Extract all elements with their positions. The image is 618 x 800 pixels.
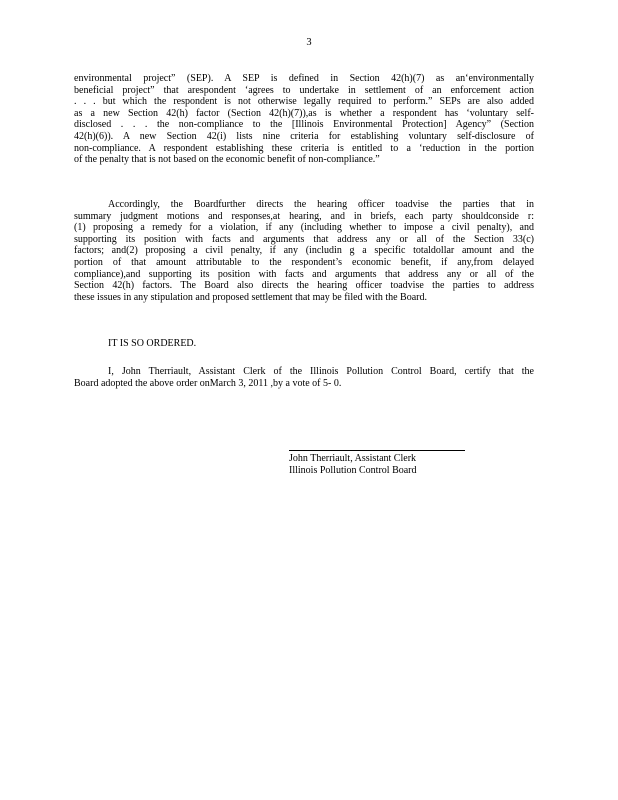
paragraph-line: disclosed . . . the non-compliance to the [Illinois Environmental Protection] Agency” (Section (74, 119, 534, 131)
paragraph-line: Board adopted the above order onMarch 3, 2011 ,by a vote of 5- 0. (74, 377, 342, 389)
signer-name-title: John Therriault, Assistant Clerk (289, 453, 417, 464)
signer-organization: Illinois Pollution Control Board (289, 465, 417, 476)
so-ordered-statement: IT IS SO ORDERED. (108, 338, 197, 349)
paragraph-line: of the penalty that is not based on the economic benefit of non-compliance.” (74, 154, 380, 166)
paragraph-line: as a new Section 42(h) factor (Section 42(h)(7)),as is whether a respondent has ‘voluntary self- (74, 107, 534, 119)
paragraph-line: environmental project” (SEP). A SEP is defined in Section 42(h)(7) as an‘environmentally (74, 73, 534, 84)
paragraph-line: beneficial project” that arespondent ‘agrees to undertake in settlement of an enforcement action (74, 84, 534, 96)
paragraph-board-directs (74, 199, 534, 303)
paragraph-line: . . . but which the respondent is not otherwise legally required to perform.” SEPs are also added (74, 96, 534, 108)
signature-line (289, 450, 465, 451)
paragraph-sep-definition (74, 73, 534, 166)
paragraph-line: Section 42(h) factors. The Board also directs the hearing officer toadvise the parties to address (74, 280, 534, 292)
paragraph-line: factors; and(2) proposing a civil penalty, if any (includin g a specific totaldollar amount and the (74, 245, 534, 257)
page-number: 3 (306, 37, 312, 48)
paragraph-line: portion of that amount attributable to the respondent’s economic benefit, if any,from delayed (74, 256, 534, 268)
paragraph-line: compliance),and supporting its position with facts and arguments that address any or all of the (74, 268, 534, 280)
paragraph-line: non-compliance. A respondent establishing these criteria is entitled to a ‘reduction in the portion (74, 142, 534, 154)
paragraph-line: Accordingly, the Boardfurther directs the hearing officer toadvise the parties that in (108, 199, 534, 210)
paragraph-line: these issues in any stipulation and proposed settlement that may be filed with the Board. (74, 291, 427, 303)
paragraph-line: summary judgment motions and responses,at hearing, and in briefs, each party shouldconside r: (74, 210, 534, 222)
paragraph-line: 42(h)(6)). A new Section 42(i) lists nine criteria for establishing voluntary self-disclosure of (74, 130, 534, 142)
paragraph-line: (1) proposing a remedy for a violation, if any (including whether to impose a civil penalty), and (74, 222, 534, 234)
signature-block (289, 450, 465, 477)
paragraph-line: supporting its position with facts and arguments that address any or all of the Section 33(c) (74, 233, 534, 245)
paragraph-line: I, John Therriault, Assistant Clerk of the Illinois Pollution Control Board, certify that the (108, 366, 534, 377)
paragraph-certification (74, 366, 534, 389)
